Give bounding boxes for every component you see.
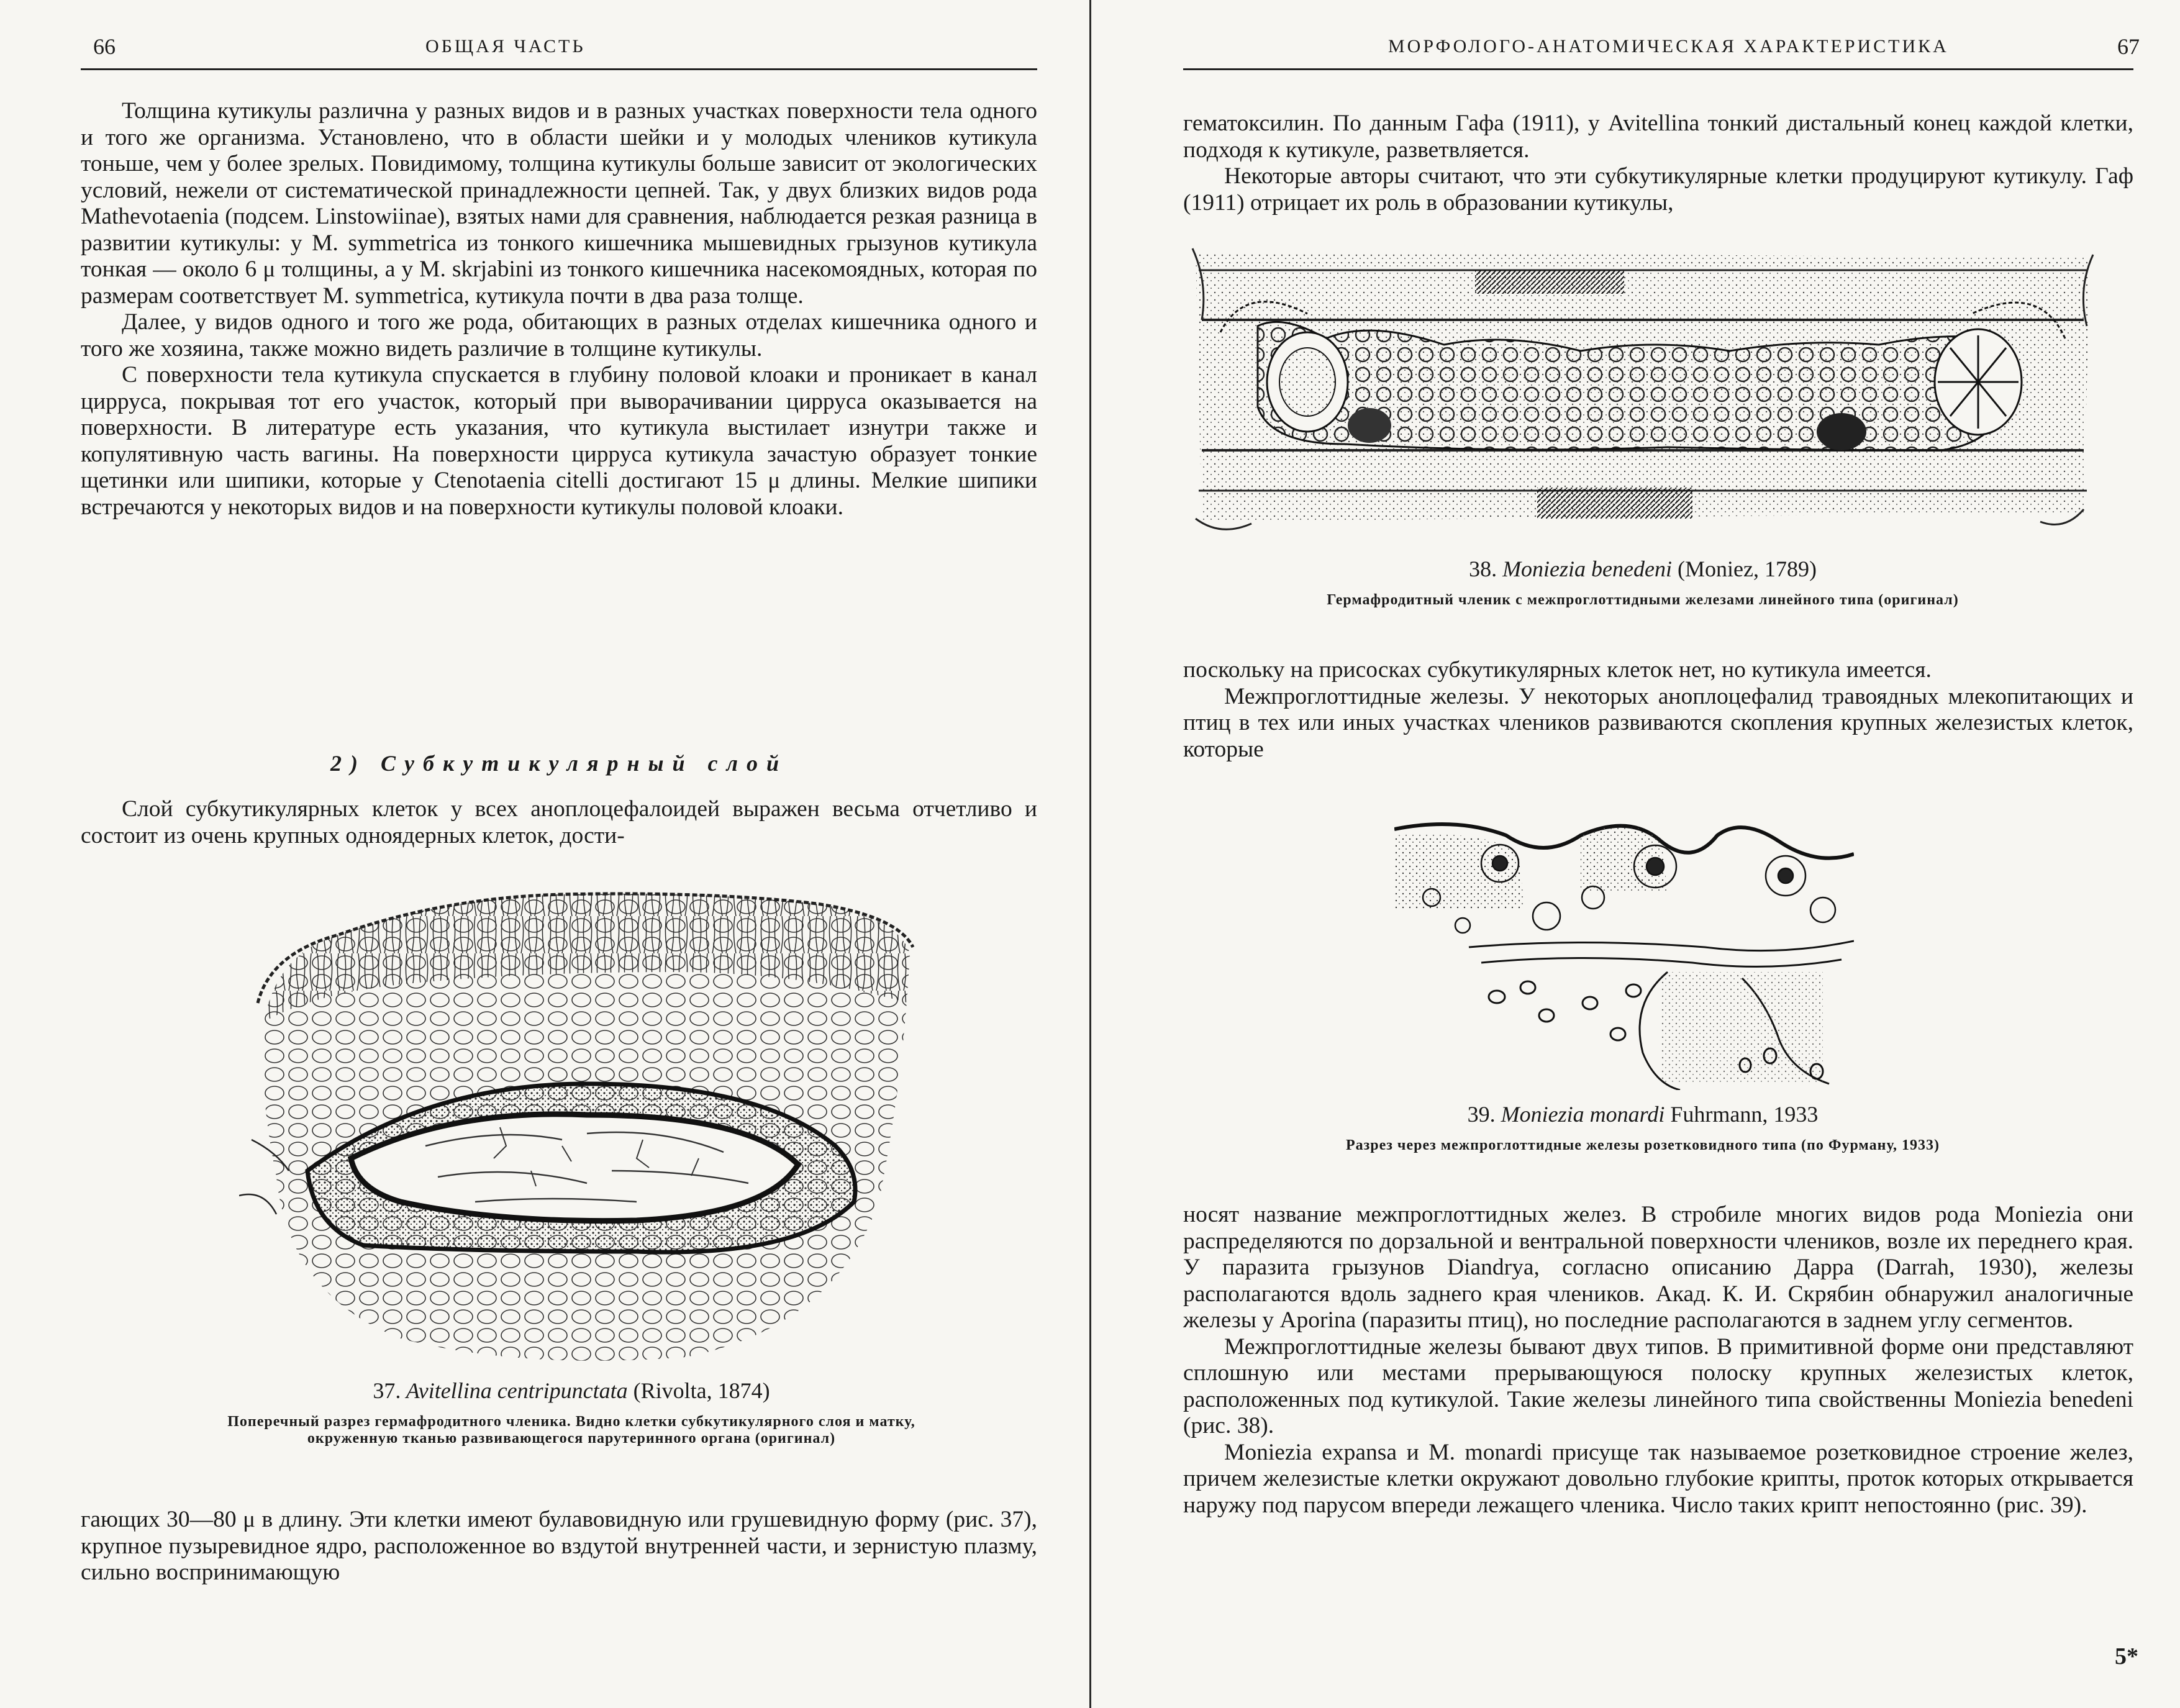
left-body-bottom xyxy=(81,1507,1037,1586)
left-body-top xyxy=(81,98,1037,520)
figure-39-illustration xyxy=(1394,817,1854,1090)
right-page xyxy=(1183,0,2140,1708)
figure-description: Поперечный разрез гермафродитного членика. Видно клетки субкутикулярного слоя и матку, окруженную тканью развивающегося парутеринного органа (оригинал) xyxy=(227,1414,915,1447)
paragraph: Далее, у видов одного и того же рода, обитающих в разных отделах кишечника одного и того же хозяина, также можно видеть различие в толщине кутикулы. xyxy=(81,309,1037,361)
figure-38-caption xyxy=(1183,556,2102,609)
figure-37-caption xyxy=(224,1378,919,1447)
paragraph: поскольку на присосках субкутикулярных клеток нет, но кутикула имеется. xyxy=(1183,657,1932,683)
right-body-middle xyxy=(1183,657,2133,763)
right-page-number: 67 xyxy=(2117,34,2140,59)
figure-39-caption xyxy=(1183,1101,2102,1154)
figure-number: 37. xyxy=(373,1378,401,1403)
figure-description: Гермафродитный членик с межпроглоттидными железами линейного типа (оригинал) xyxy=(1327,592,1959,608)
page-gutter xyxy=(1089,0,1091,1708)
figure-38-image xyxy=(1183,245,2102,543)
section-heading: 2) Субкутикулярный слой xyxy=(330,751,788,776)
figure-37-illustration xyxy=(239,879,929,1370)
paragraph: гающих 30—80 μ в длину. Эти клетки имеют булавовидную или грушевидную форму (рис. 37), крупное пузыревидное ядро, расположенное во вздутой внутренней части, и зернистую плазму, сильно воспринимающую xyxy=(81,1507,1037,1585)
figure-number: 38. xyxy=(1469,556,1497,581)
figure-species: Moniezia benedeni xyxy=(1502,556,1672,581)
left-body-section xyxy=(81,796,1037,849)
right-running-head: МОРФОЛОГО-АНАТОМИЧЕСКАЯ ХАРАКТЕРИСТИКА xyxy=(1388,36,1949,57)
left-page-number: 66 xyxy=(93,34,116,59)
right-header xyxy=(1183,30,2140,70)
right-body-bottom xyxy=(1183,1202,2133,1519)
figure-author: (Moniez, 1789) xyxy=(1677,556,1817,581)
paragraph: Толщина кутикулы различна у разных видов и в разных участках поверхности тела одного и того же организма. Установлено, что в области шейки и у молодых члеников кутикула тоньше, чем у более зрелых. Повидимому, толщина кутикулы больше зависит от экологических условий, нежели от систематической принадлежности цепней. Так, у двух близких видов рода Mathevotaenia (подсем. Linstowiinae), взятых нами для сравнения, наблюдается резкая разница в развитии кутикулы: у M. symmetrica из тонкого кишечника мышевидных грызунов кутикула тонкая — около 6 μ толщины, а у M. skrjabini из тонкого кишечника насекомоядных, которая по размерам соответствует M. symmetrica, кутикула почти в два раза толще. xyxy=(81,98,1037,309)
signature-mark: 5* xyxy=(2115,1643,2138,1669)
paragraph: Межпроглоттидные железы. У некоторых аноплоцефалид травоядных млекопитающих и птиц в тех или иных участках члеников развиваются скопления крупных железистых клеток, которые xyxy=(1183,683,2133,762)
paragraph: Слой субкутикулярных клеток у всех аноплоцефалоидей выражен весьма отчетливо и состоит из очень крупных одноядерных клеток, дости- xyxy=(81,796,1037,848)
right-body-top xyxy=(1183,111,2133,216)
figure-38-illustration xyxy=(1183,245,2102,543)
left-page xyxy=(81,0,1037,1708)
left-header xyxy=(81,30,1037,70)
figure-author: Fuhrmann, 1933 xyxy=(1670,1102,1819,1127)
paragraph: Moniezia expansa и M. monardi присуще так называемое розетковидное строение желез, причем железистые клетки окружают довольно глубокие крипты, проток которых открывается наружу под парусом впереди лежащего членика. Число таких крипт непостоянно (рис. 39). xyxy=(1183,1439,2133,1518)
figure-37-image xyxy=(239,879,929,1370)
paragraph: гематоксилин. По данным Гафа (1911), у Avitellina тонкий дистальный конец каждой клетки, подходя к кутикуле, разветвляется. xyxy=(1183,111,2133,163)
paragraph: Некоторые авторы считают, что эти субкутикулярные клетки продуцируют кутикулу. Гаф (1911) отрицает их роль в образовании кутикулы, xyxy=(1183,163,2133,216)
figure-number: 39. xyxy=(1467,1102,1496,1127)
figure-author: (Rivolta, 1874) xyxy=(633,1378,770,1403)
paragraph: Межпроглоттидные железы бывают двух типов. В примитивной форме они представляют сплошную или местами прерывающуюся полоску крупных железистых клеток, расположенных под кутикулой. Такие железы линейного типа свойственны Moniezia benedeni (рис. 38). xyxy=(1183,1333,2133,1438)
paragraph: С поверхности тела кутикула спускается в глубину половой клоаки и проникает в канал цирруса, покрывая тот его участок, который при выворачивании цирруса оказывается на поверхности. В литературе есть указания, что кутикула выстилает изнутри также и копулятивную часть вагины. На поверхности цирруса кутикула зачастую образует тонкие щетинки или шипики, которые у Ctenotaenia citelli достигают 15 μ длины. Мелкие шипики встречаются у некоторых видов и на поверхности кутикулы половой клоаки. xyxy=(81,362,1037,520)
figure-species: Avitellina centripunctata xyxy=(406,1378,628,1403)
figure-39-image xyxy=(1394,817,1854,1090)
figure-description: Разрез через межпроглоттидные железы розетковидного типа (по Фурману, 1933) xyxy=(1345,1137,1940,1153)
paragraph: носят название межпроглоттидных желез. В стробиле многих видов рода Moniezia они распределяются по дорзальной и вентральной поверхности члеников, возле их переднего края. У паразита грызунов Diandrya, согласно описанию Дарра (Darrah, 1930), железы располагаются вдоль заднего края члеников. Акад. К. И. Скрябин обнаружил аналогичные железы у Aporina (паразиты птиц), но последние располагаются в заднем углу сегментов. xyxy=(1183,1202,2133,1333)
figure-species: Moniezia monardi xyxy=(1501,1102,1665,1127)
left-running-head: ОБЩАЯ ЧАСТЬ xyxy=(425,36,586,57)
